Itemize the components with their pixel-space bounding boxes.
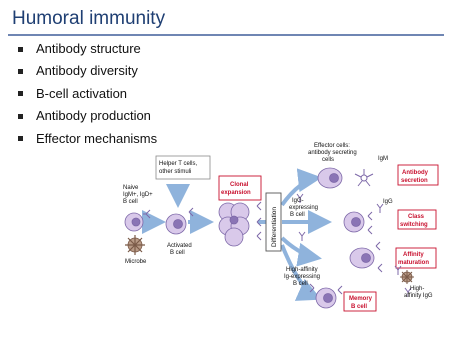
antibody-secretion-label: Antibody secretion: [401, 170, 428, 184]
helper-t-cells-box: [156, 156, 210, 179]
bullet-text: Effector mechanisms: [36, 130, 158, 146]
differentiation-label: Differentiation: [271, 207, 278, 247]
memory-b-cell-label: Memory B cell: [349, 296, 373, 310]
clone-nucleus: [230, 216, 238, 224]
bullet-text: Antibody diversity: [36, 63, 138, 79]
affinity-maturation-label: Affinity maturation: [398, 252, 430, 266]
igm-pentamer-icon: [355, 169, 373, 186]
clone-cell-5: [225, 228, 243, 246]
high-affinity-nucleus: [362, 254, 371, 263]
high-affinity-antigen-icon: [400, 270, 414, 284]
activated-label: Activated B cell: [167, 243, 192, 256]
high-affinity-igg-label: High- affinity IgG: [404, 286, 433, 299]
naive-label: Naive IgM+, IgD+ B cell: [123, 185, 153, 205]
microbe-label: Microbe: [125, 259, 147, 265]
igm-label: IgM: [378, 156, 389, 162]
helper-t-label: Helper T cells, other stimuli: [159, 161, 198, 175]
slide-title: Humoral immunity: [12, 8, 166, 29]
effector-label: Effector cells: antibody secreting cells: [308, 143, 357, 163]
microbe-icon: [125, 235, 145, 255]
naive-nucleus: [132, 218, 140, 226]
clonal-expansion-box: [219, 176, 261, 200]
high-affinity-expressing-label: High-affinity Ig-expressing B cell: [284, 267, 321, 287]
effector-nucleus: [330, 174, 339, 183]
bullet-text: Antibody structure: [36, 41, 141, 56]
igg-expressing-label: IgG- expressing B cell: [289, 198, 319, 218]
igg-label: IgG: [383, 199, 393, 205]
activated-nucleus: [174, 220, 183, 229]
class-switching-label: Class switching: [400, 214, 428, 228]
clonal-expansion-label: Clonal expansion: [221, 182, 251, 196]
igg-expressing-nucleus: [352, 218, 361, 227]
memory-nucleus: [324, 294, 333, 303]
bullet-text: Antibody production: [36, 108, 151, 124]
bullet-text: B-cell activation: [36, 85, 128, 101]
